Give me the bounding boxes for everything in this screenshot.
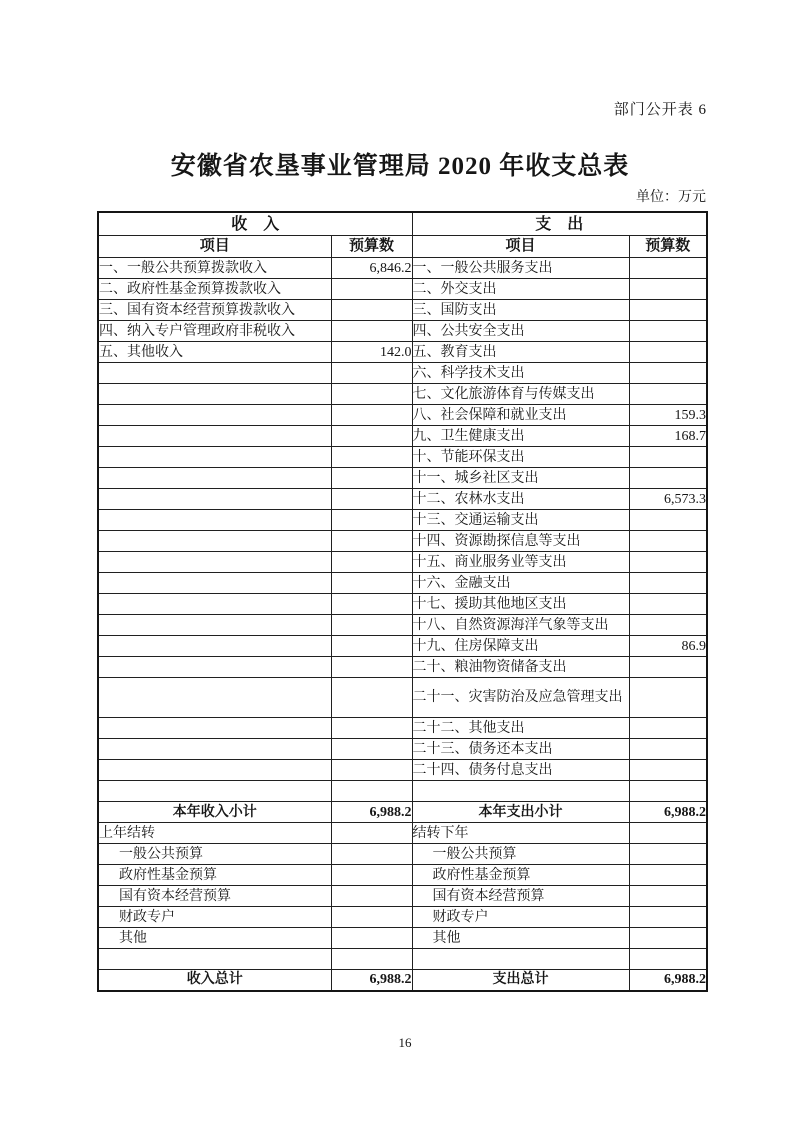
income-budget-cell bbox=[331, 279, 412, 300]
income-budget-cell bbox=[331, 928, 412, 949]
expense-budget-cell bbox=[629, 552, 707, 573]
expense-budget-cell bbox=[629, 447, 707, 468]
income-budget-cell bbox=[331, 531, 412, 552]
expense-item-cell: 八、社会保障和就业支出 bbox=[412, 405, 629, 426]
income-item-cell bbox=[98, 615, 331, 636]
income-item-cell bbox=[98, 636, 331, 657]
table-header bbox=[98, 212, 707, 258]
income-budget-cell bbox=[331, 447, 412, 468]
income-budget-cell bbox=[331, 886, 412, 907]
table-row bbox=[98, 384, 707, 405]
expense-budget-cell bbox=[629, 321, 707, 342]
expense-budget-cell bbox=[629, 678, 707, 718]
income-budget-cell bbox=[331, 384, 412, 405]
expense-budget-cell bbox=[629, 510, 707, 531]
expense-item-cell: 十二、农林水支出 bbox=[412, 489, 629, 510]
income-item-cell: 政府性基金预算 bbox=[98, 865, 331, 886]
income-item-cell bbox=[98, 949, 331, 970]
expense-item-cell: 七、文化旅游体育与传媒支出 bbox=[412, 384, 629, 405]
table-row bbox=[98, 886, 707, 907]
income-budget-cell bbox=[331, 844, 412, 865]
expense-item-cell: 十三、交通运输支出 bbox=[412, 510, 629, 531]
expense-item-cell: 二十三、债务还本支出 bbox=[412, 739, 629, 760]
expense-budget-cell bbox=[629, 279, 707, 300]
table-row bbox=[98, 760, 707, 781]
expense-item-cell: 九、卫生健康支出 bbox=[412, 426, 629, 447]
income-budget-cell bbox=[331, 300, 412, 321]
income-item-cell: 五、其他收入 bbox=[98, 342, 331, 363]
expense-budget-cell: 6,988.2 bbox=[629, 970, 707, 991]
income-item-cell bbox=[98, 426, 331, 447]
page-title: 安徽省农垦事业管理局 2020 年收支总表 bbox=[170, 153, 630, 180]
expense-budget-cell bbox=[629, 342, 707, 363]
table-row bbox=[98, 321, 707, 342]
expense-item-cell: 二十二、其他支出 bbox=[412, 718, 629, 739]
income-item-cell: 四、纳入专户管理政府非税收入 bbox=[98, 321, 331, 342]
income-budget-cell bbox=[331, 823, 412, 844]
expense-budget-cell bbox=[629, 844, 707, 865]
income-item-cell: 其他 bbox=[98, 928, 331, 949]
income-item-cell: 一、一般公共预算拨款收入 bbox=[98, 258, 331, 279]
table-row bbox=[98, 678, 707, 718]
income-budget-cell: 142.0 bbox=[331, 342, 412, 363]
income-item-cell bbox=[98, 384, 331, 405]
table-row bbox=[98, 573, 707, 594]
expense-item-cell: 三、国防支出 bbox=[412, 300, 629, 321]
income-item-cell: 收入总计 bbox=[98, 970, 331, 991]
expense-budget-cell: 86.9 bbox=[629, 636, 707, 657]
expense-item-cell: 二十、粮油物资储备支出 bbox=[412, 657, 629, 678]
income-budget-cell bbox=[331, 907, 412, 928]
expense-budget-cell bbox=[629, 928, 707, 949]
table-row bbox=[98, 802, 707, 823]
expense-budget-cell: 6,988.2 bbox=[629, 802, 707, 823]
income-budget-cell bbox=[331, 760, 412, 781]
expense-budget-cell bbox=[629, 739, 707, 760]
expense-budget-cell bbox=[629, 258, 707, 279]
expense-item-cell: 支出总计 bbox=[412, 970, 629, 991]
expense-budget-cell bbox=[629, 594, 707, 615]
expense-budget-cell: 6,573.3 bbox=[629, 489, 707, 510]
expense-item-column-header: 项目 bbox=[412, 236, 629, 258]
table-row bbox=[98, 594, 707, 615]
income-budget-cell bbox=[331, 949, 412, 970]
table-row bbox=[98, 739, 707, 760]
expense-item-cell: 结转下年 bbox=[412, 823, 629, 844]
expense-item-cell: 国有资本经营预算 bbox=[412, 886, 629, 907]
column-header-row bbox=[98, 236, 707, 258]
income-budget-cell bbox=[331, 510, 412, 531]
income-item-cell bbox=[98, 447, 331, 468]
expense-budget-cell bbox=[629, 573, 707, 594]
expense-item-cell: 十八、自然资源海洋气象等支出 bbox=[412, 615, 629, 636]
table-row bbox=[98, 279, 707, 300]
income-budget-cell bbox=[331, 489, 412, 510]
table-row bbox=[98, 531, 707, 552]
income-item-cell bbox=[98, 594, 331, 615]
income-item-cell: 三、国有资本经营预算拨款收入 bbox=[98, 300, 331, 321]
expense-budget-cell: 159.3 bbox=[629, 405, 707, 426]
expense-item-cell: 其他 bbox=[412, 928, 629, 949]
expense-item-cell: 十九、住房保障支出 bbox=[412, 636, 629, 657]
table-row bbox=[98, 928, 707, 949]
income-item-cell bbox=[98, 718, 331, 739]
income-item-cell bbox=[98, 739, 331, 760]
table-row bbox=[98, 258, 707, 279]
expense-item-cell: 十四、资源勘探信息等支出 bbox=[412, 531, 629, 552]
expense-item-cell: 十五、商业服务业等支出 bbox=[412, 552, 629, 573]
income-item-cell bbox=[98, 363, 331, 384]
income-item-cell bbox=[98, 468, 331, 489]
expense-budget-cell bbox=[629, 886, 707, 907]
table-row bbox=[98, 636, 707, 657]
expense-budget-cell bbox=[629, 823, 707, 844]
income-budget-cell: 6,988.2 bbox=[331, 970, 412, 991]
expense-item-cell: 五、教育支出 bbox=[412, 342, 629, 363]
unit-label: 单位：万元 bbox=[636, 190, 706, 205]
expense-item-cell: 十一、城乡社区支出 bbox=[412, 468, 629, 489]
income-item-cell bbox=[98, 510, 331, 531]
table-row bbox=[98, 489, 707, 510]
table-row bbox=[98, 907, 707, 928]
income-item-cell bbox=[98, 760, 331, 781]
expense-item-cell bbox=[412, 781, 629, 802]
expense-item-cell: 本年支出小计 bbox=[412, 802, 629, 823]
expense-budget-cell bbox=[629, 907, 707, 928]
expense-item-cell: 六、科学技术支出 bbox=[412, 363, 629, 384]
income-budget-cell bbox=[331, 552, 412, 573]
table-row bbox=[98, 510, 707, 531]
income-item-cell bbox=[98, 531, 331, 552]
table-row bbox=[98, 468, 707, 489]
income-budget-cell bbox=[331, 321, 412, 342]
income-item-cell: 本年收入小计 bbox=[98, 802, 331, 823]
income-item-cell bbox=[98, 405, 331, 426]
expense-budget-cell: 168.7 bbox=[629, 426, 707, 447]
income-budget-cell bbox=[331, 573, 412, 594]
expense-item-cell: 二、外交支出 bbox=[412, 279, 629, 300]
income-budget-cell bbox=[331, 594, 412, 615]
expense-section-header: 支 出 bbox=[412, 212, 707, 236]
section-header-row bbox=[98, 212, 707, 236]
income-budget-cell bbox=[331, 615, 412, 636]
expense-budget-cell bbox=[629, 363, 707, 384]
table-row bbox=[98, 342, 707, 363]
table-row bbox=[98, 718, 707, 739]
doc-label: 部门公开表 6 bbox=[613, 102, 707, 118]
expense-item-cell: 一、一般公共服务支出 bbox=[412, 258, 629, 279]
table-row bbox=[98, 949, 707, 970]
expense-budget-cell bbox=[629, 384, 707, 405]
income-section-header: 收 入 bbox=[98, 212, 412, 236]
table-row bbox=[98, 552, 707, 573]
income-item-cell bbox=[98, 781, 331, 802]
income-budget-cell bbox=[331, 468, 412, 489]
table-row bbox=[98, 447, 707, 468]
income-item-cell: 财政专户 bbox=[98, 907, 331, 928]
budget-table bbox=[97, 211, 708, 992]
expense-budget-cell bbox=[629, 760, 707, 781]
income-budget-cell: 6,988.2 bbox=[331, 802, 412, 823]
expense-item-cell: 政府性基金预算 bbox=[412, 865, 629, 886]
expense-budget-cell bbox=[629, 718, 707, 739]
table-row bbox=[98, 405, 707, 426]
expense-item-cell: 二十一、灾害防治及应急管理支出 bbox=[412, 678, 629, 718]
income-item-cell bbox=[98, 657, 331, 678]
expense-budget-cell bbox=[629, 300, 707, 321]
income-budget-cell bbox=[331, 405, 412, 426]
income-item-column-header: 项目 bbox=[98, 236, 331, 258]
expense-budget-column-header: 预算数 bbox=[629, 236, 707, 258]
table-body bbox=[98, 258, 707, 991]
table-row bbox=[98, 844, 707, 865]
expense-budget-cell bbox=[629, 531, 707, 552]
income-budget-cell bbox=[331, 865, 412, 886]
expense-budget-cell bbox=[629, 865, 707, 886]
income-budget-cell bbox=[331, 678, 412, 718]
expense-item-cell: 十六、金融支出 bbox=[412, 573, 629, 594]
income-budget-cell bbox=[331, 657, 412, 678]
income-item-cell: 二、政府性基金预算拨款收入 bbox=[98, 279, 331, 300]
income-item-cell: 一般公共预算 bbox=[98, 844, 331, 865]
table-row bbox=[98, 970, 707, 991]
income-item-cell bbox=[98, 489, 331, 510]
expense-budget-cell bbox=[629, 615, 707, 636]
expense-budget-cell bbox=[629, 949, 707, 970]
table-row bbox=[98, 781, 707, 802]
table-row bbox=[98, 823, 707, 844]
table-row bbox=[98, 363, 707, 384]
income-budget-cell bbox=[331, 718, 412, 739]
income-item-cell bbox=[98, 552, 331, 573]
income-item-cell bbox=[98, 678, 331, 718]
income-budget-column-header: 预算数 bbox=[331, 236, 412, 258]
expense-item-cell: 二十四、债务付息支出 bbox=[412, 760, 629, 781]
page-number: 16 bbox=[398, 1035, 412, 1050]
expense-item-cell bbox=[412, 949, 629, 970]
table-row bbox=[98, 426, 707, 447]
expense-item-cell: 财政专户 bbox=[412, 907, 629, 928]
income-item-cell: 国有资本经营预算 bbox=[98, 886, 331, 907]
income-budget-cell bbox=[331, 781, 412, 802]
table-row bbox=[98, 657, 707, 678]
expense-budget-cell bbox=[629, 657, 707, 678]
expense-item-cell: 四、公共安全支出 bbox=[412, 321, 629, 342]
table-row bbox=[98, 300, 707, 321]
table-row bbox=[98, 865, 707, 886]
expense-item-cell: 十七、援助其他地区支出 bbox=[412, 594, 629, 615]
expense-item-cell: 十、节能环保支出 bbox=[412, 447, 629, 468]
expense-budget-cell bbox=[629, 468, 707, 489]
income-budget-cell bbox=[331, 363, 412, 384]
expense-item-cell: 一般公共预算 bbox=[412, 844, 629, 865]
income-budget-cell bbox=[331, 426, 412, 447]
income-item-cell bbox=[98, 573, 331, 594]
income-budget-cell: 6,846.2 bbox=[331, 258, 412, 279]
income-item-cell: 上年结转 bbox=[98, 823, 331, 844]
expense-budget-cell bbox=[629, 781, 707, 802]
income-budget-cell bbox=[331, 739, 412, 760]
table-row bbox=[98, 615, 707, 636]
income-budget-cell bbox=[331, 636, 412, 657]
